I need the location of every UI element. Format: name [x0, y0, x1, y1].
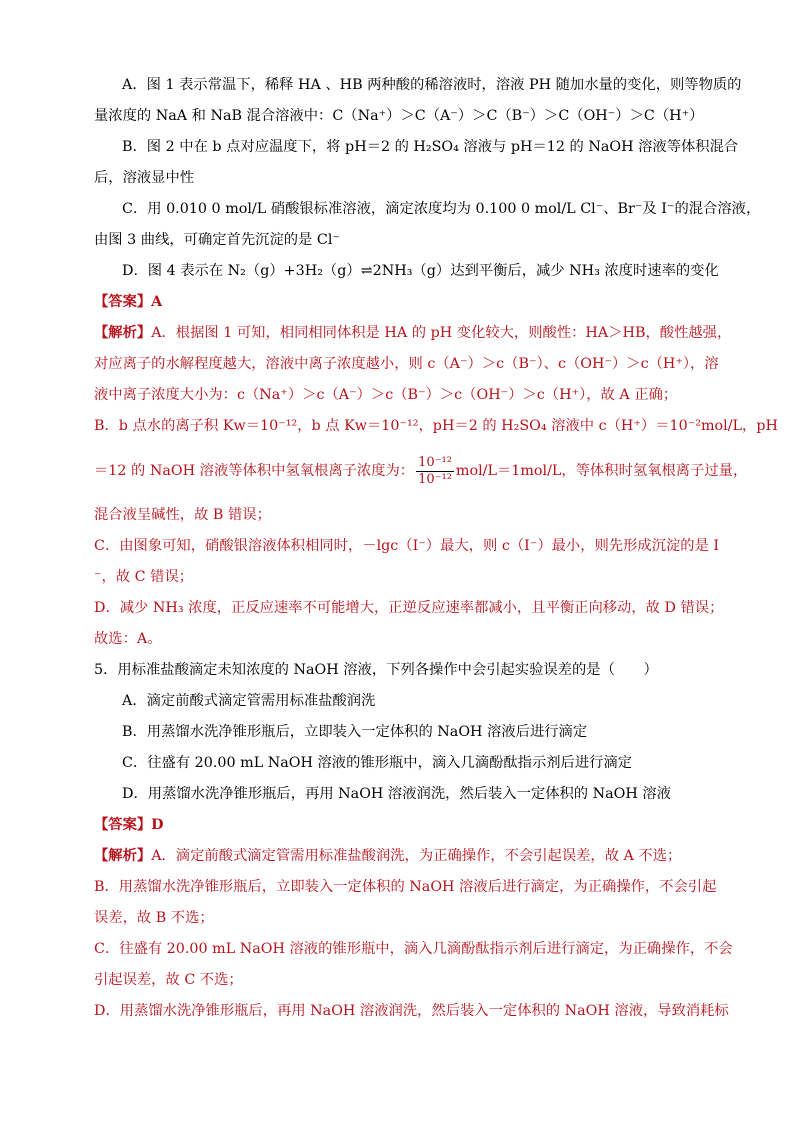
q4-option-c-line2: 由图 3 曲线，可确定首先沉淀的是 Cl⁻: [94, 232, 340, 248]
q5-analysis-line2: B．用蒸馏水洗净锥形瓶后，立即装入一定体积的 NaOH 溶液后进行滴定，为正确操作，不会引起: [94, 879, 717, 895]
q4-analysis-line7: C．由图象可知，硝酸银溶液体积相同时，－lgc（I⁻）最大，则 c（I⁻）最小，则先形成沉淀的是 I: [94, 538, 720, 554]
q4-option-a-line2: 量浓度的 NaA 和 NaB 混合溶液中：C（Na⁺）＞C（A⁻）＞C（B⁻）＞C（OH⁻）＞C（H⁺）: [94, 108, 704, 124]
q5-option-c: C．往盛有 20.00 mL NaOH 溶液的锥形瓶中，滴入几滴酚酞指示剂后进行滴定: [122, 755, 633, 771]
q5-analysis-line3: 误差，故 B 不选；: [94, 910, 214, 926]
q5-option-d: D．用蒸馏水洗净锥形瓶后，再用 NaOH 溶液润洗，然后装入一定体积的 NaOH 溶液: [122, 786, 671, 802]
q4-b-line2-pre: ＝12 的 NaOH 溶液等体积中氢氧根离子浓度为：: [94, 463, 415, 479]
q5-analysis-text: A．滴定前酸式滴定管需用标准盐酸润洗，为正确操作，不会引起误差，故 A 不选；: [151, 848, 682, 864]
q4-analysis-line10: 故选：A。: [94, 631, 162, 647]
fraction-denominator: 10⁻¹²: [418, 471, 452, 487]
q4-option-a-line1: A．图 1 表示常温下，稀释 HA 、HB 两种酸的稀溶液时，溶液 PH 随加水量的变化，则等物质的: [122, 77, 742, 93]
q5-analysis-line1: [94, 841, 714, 872]
q4-analysis-line2: 对应离子的水解程度越大，溶液中离子浓度越小，则 c（A⁻）＞c（B⁻）、c（OH⁻）＞c（H⁺），溶: [94, 356, 719, 372]
fraction-numerator: 10⁻¹²: [418, 454, 452, 470]
q4-option-c-line1: C．用 0.010 0 mol/L 硝酸银标准溶液，滴定浓度均为 0.100 0 mol/L Cl⁻、Br⁻及 I⁻的混合溶液，: [122, 201, 761, 217]
q4-analysis-label: 【解析】: [94, 325, 152, 341]
q5-analysis-line4: C．往盛有 20.00 mL NaOH 溶液的锥形瓶中，滴入几滴酚酞指示剂后进行滴定，为正确操作，不会: [94, 941, 733, 957]
q4-analysis-line1: [94, 318, 732, 349]
q5-analysis-line5: 引起误差，故 C 不选；: [94, 972, 243, 988]
q5-option-a: A．滴定前酸式滴定管需用标准盐酸润洗: [122, 693, 376, 709]
q4-analysis-line5: [94, 442, 748, 500]
q4-option-b-line1: B．图 2 中在 b 点对应温度下，将 pH＝2 的 H₂SO₄ 溶液与 pH＝12 的 NaOH 溶液等体积混合: [122, 139, 739, 155]
q5-analysis-label: 【解析】: [94, 848, 152, 864]
document-page: [94, 70, 778, 1027]
q4-answer: 【答案】A: [94, 294, 163, 310]
q5-analysis-line6: D．用蒸馏水洗净锥形瓶后，再用 NaOH 溶液润洗，然后装入一定体积的 NaOH 溶液，导致消耗标: [94, 1003, 729, 1019]
q4-analysis-line9: D．减少 NH₃ 浓度，正反应速率不可能增大，正逆反应速率都减小，且平衡正向移动，故 D 错误；: [94, 600, 724, 616]
q4-analysis-line3: 液中离子浓度大小为：c（Na⁺）＞c（A⁻）＞c（B⁻）＞c（OH⁻）＞c（H⁺），故 A 正确；: [94, 387, 678, 403]
q4-option-b-line2: 后，溶液显中性: [94, 170, 195, 186]
q4-option-d: D．图 4 表示在 N₂（g）+3H₂（g）⇌2NH₃（g）达到平衡后，减少 NH₃ 浓度时速率的变化: [122, 263, 719, 279]
q5-stem: 5．用标准盐酸滴定未知浓度的 NaOH 溶液，下列各操作中会引起实验误差的是（ ）: [94, 662, 658, 678]
q4-analysis-line4: B．b 点水的离子积 Kw＝10⁻¹²，b 点 Kw＝10⁻¹²，pH＝2 的 H₂SO₄ 溶液中 c（H⁺）＝10⁻²mol/L，pH: [94, 418, 778, 434]
q4-b-line2-post: mol/L＝1mol/L，等体积时氢氧根离子过量，: [455, 463, 748, 479]
q4-analysis-line6: 混合液呈碱性，故 B 错误；: [94, 507, 271, 523]
q4-analysis-text: A．根据图 1 可知，相同相同体积是 HA 的 pH 变化较大，则酸性：HA＞HB，酸性越强，: [151, 325, 732, 341]
q5-option-b: B．用蒸馏水洗净锥形瓶后，立即装入一定体积的 NaOH 溶液后进行滴定: [122, 724, 588, 740]
q5-answer: 【答案】D: [94, 817, 164, 833]
q4-analysis-line8: ⁻，故 C 错误；: [94, 569, 194, 585]
oh-concentration-fraction: [416, 455, 454, 488]
